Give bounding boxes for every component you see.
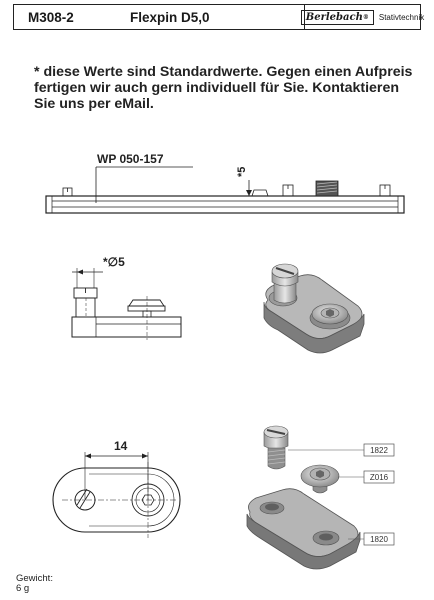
part-tag-plate: 1820: [370, 535, 388, 544]
part-tag-screw: Z016: [369, 473, 389, 482]
base-plate-part: [247, 489, 360, 569]
side-view-drawing: [72, 255, 181, 340]
article-code: M308-2: [28, 10, 74, 25]
exploded-view: [247, 426, 394, 569]
weight-label: Gewicht:: [16, 573, 53, 584]
brand-subtitle: Stativtechnik: [378, 12, 425, 22]
width-dimension: 14: [114, 439, 128, 453]
custom-values-notice: * diese Werte sind Standardwerte. Gegen einen Aufpreis fertigen wir auch gern individuell für Sie. Kontaktieren Sie uns per eMail.: [34, 64, 413, 112]
plan-view-drawing: [53, 439, 180, 538]
plate-elevation-drawing: [46, 152, 404, 213]
assembled-3d-view: [264, 264, 364, 353]
product-name: Flexpin D5,0: [130, 10, 210, 25]
weight-info: [16, 574, 53, 594]
height-dimension: *5: [236, 166, 248, 177]
part-tag-pin: 1822: [370, 446, 388, 455]
slotted-pin-part: [264, 426, 288, 469]
brand-name: Berlebach®: [301, 10, 374, 25]
part-label: WP 050-157: [97, 152, 164, 166]
weight-value: 6 g: [16, 583, 30, 594]
washer-screw-part: [301, 465, 339, 493]
diameter-dimension: *∅5: [103, 255, 125, 269]
